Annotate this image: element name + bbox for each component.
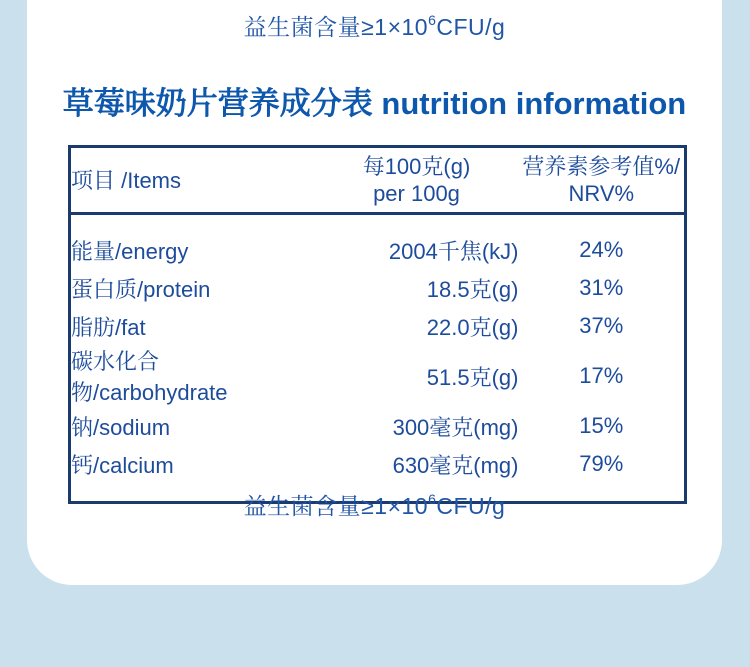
header-nrv — [519, 147, 686, 214]
probiotic-note-text: 益生菌含量≥1×10 — [243, 14, 429, 40]
probiotic-content-note-bottom — [27, 489, 722, 523]
probiotic-note-exponent: 6 — [428, 491, 437, 507]
probiotic-note-unit: CFU/g — [436, 493, 506, 519]
probiotic-note-text: 益生菌含量≥1×10 — [243, 493, 429, 519]
header-per-100g — [315, 147, 519, 214]
row-amount-value: 51.5克(g) — [426, 364, 519, 390]
nutrition-table-body — [70, 214, 686, 503]
row-nrv-value: 31% — [579, 275, 624, 300]
row-amount-value: 22.0克(g) — [426, 314, 519, 340]
row-item-label: 能量/energy — [71, 238, 189, 264]
probiotic-content-note-top — [27, 10, 722, 44]
header-nrv-line1: 营养素参考值%/ — [522, 154, 681, 179]
table-row — [70, 345, 686, 407]
header-per-100g-line2: per 100g — [373, 181, 460, 206]
row-nrv-value: 24% — [579, 237, 624, 262]
row-nrv-value: 37% — [579, 313, 624, 338]
row-nrv-value: 17% — [579, 363, 624, 388]
row-nrv-value: 79% — [579, 451, 624, 476]
row-item-label: 脂肪/fat — [71, 314, 146, 340]
probiotic-note-exponent: 6 — [428, 12, 437, 28]
row-amount-value: 2004千焦(kJ) — [388, 238, 519, 264]
row-nrv-value: 15% — [579, 413, 624, 438]
product-info-card — [27, 0, 722, 585]
table-row — [70, 307, 686, 345]
row-item-label: 碳水化合物/carbohydrate — [71, 349, 228, 405]
table-row — [70, 214, 686, 270]
row-amount-value: 300毫克(mg) — [392, 414, 519, 440]
header-nrv-line2: NRV% — [568, 181, 635, 206]
header-items: 项目 /Items — [70, 147, 315, 214]
row-item-label: 钙/calcium — [71, 452, 174, 478]
header-per-100g-line1: 每100克(g) — [362, 154, 471, 179]
nutrition-table-title: 草莓味奶片营养成分表 nutrition information — [62, 86, 687, 121]
probiotic-note-unit: CFU/g — [436, 14, 506, 40]
table-row — [70, 407, 686, 445]
table-header-row — [70, 147, 686, 214]
row-item-label: 钠/sodium — [71, 414, 171, 440]
row-item-label: 蛋白质/protein — [71, 276, 211, 302]
row-amount-value: 18.5克(g) — [426, 276, 519, 302]
table-row — [70, 269, 686, 307]
nutrition-table — [68, 145, 687, 504]
row-amount-value: 630毫克(mg) — [392, 452, 519, 478]
